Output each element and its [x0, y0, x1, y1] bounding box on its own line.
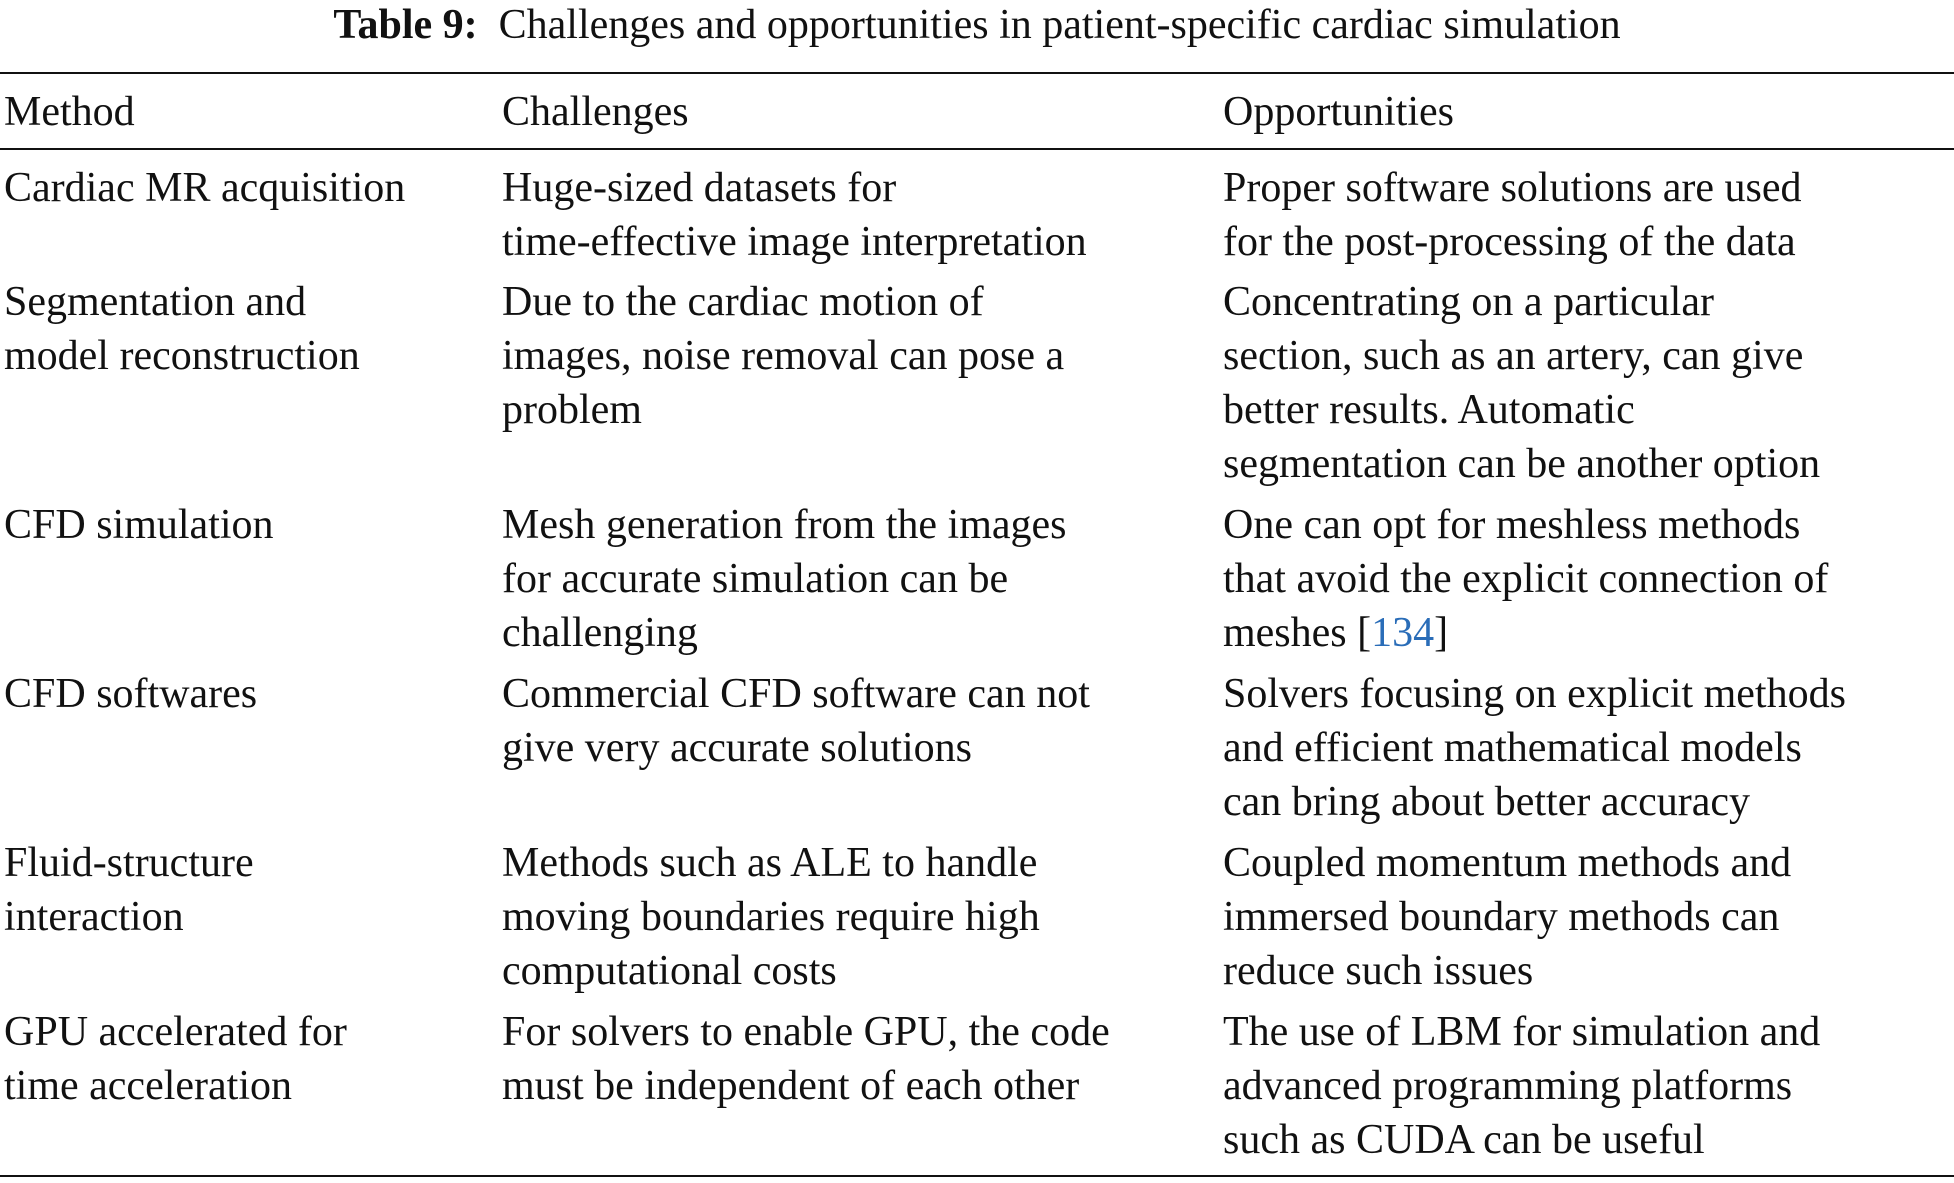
row-5-challenges: Methods such as ALE to handle moving boundaries require high computational costs: [502, 840, 1040, 994]
row-2-challenges: Due to the cardiac motion of images, noise removal can pose a problem: [502, 279, 1065, 433]
row-4-opportunities: Solvers focusing on explicit methods and efficient mathematical models can bring about better accuracy: [1223, 671, 1846, 825]
header-challenges: Challenges: [502, 89, 689, 135]
row-3-method: CFD simulation: [4, 502, 274, 548]
row-1-opportunities: Proper software solutions are used for the post-processing of the data: [1223, 165, 1802, 265]
header-rule: [0, 148, 1954, 150]
row-4-method: CFD softwares: [4, 671, 258, 717]
row-1-method: Cardiac MR acquisition: [4, 165, 406, 211]
row-2-opportunities: Concentrating on a particular section, such as an artery, can give better results. Automatic segmentation can be another option: [1223, 279, 1821, 487]
bottom-rule: [0, 1175, 1954, 1177]
table-caption: [0, 0, 1954, 48]
row-1-challenges: Huge-sized datasets for time-effective image interpretation: [502, 165, 1087, 265]
header-opportunities: Opportunities: [1223, 89, 1454, 135]
citation-link[interactable]: 134: [1371, 610, 1435, 656]
row-6-opportunities: The use of LBM for simulation and advanced programming platforms such as CUDA can be useful: [1223, 1009, 1821, 1163]
row-3-opportunities: One can opt for meshless methods that avoid the explicit connection of meshes [134]: [1223, 502, 1829, 656]
top-rule: [0, 72, 1954, 74]
row-2-method: Segmentation and model reconstruction: [4, 279, 360, 379]
row-3-challenges: Mesh generation from the images for accurate simulation can be challenging: [502, 502, 1067, 656]
header-method: Method: [4, 89, 135, 135]
table-title: Challenges and opportunities in patient-specific cardiac simulation: [498, 2, 1621, 48]
table-label: Table 9:: [333, 2, 478, 48]
row-5-method: Fluid-structure interaction: [4, 840, 254, 940]
row-4-challenges: Commercial CFD software can not give very accurate solutions: [502, 671, 1090, 771]
row-5-opportunities: Coupled momentum methods and immersed boundary methods can reduce such issues: [1223, 840, 1792, 994]
row-6-method: GPU accelerated for time acceleration: [4, 1009, 347, 1109]
row-6-challenges: For solvers to enable GPU, the code must be independent of each other: [502, 1009, 1110, 1109]
